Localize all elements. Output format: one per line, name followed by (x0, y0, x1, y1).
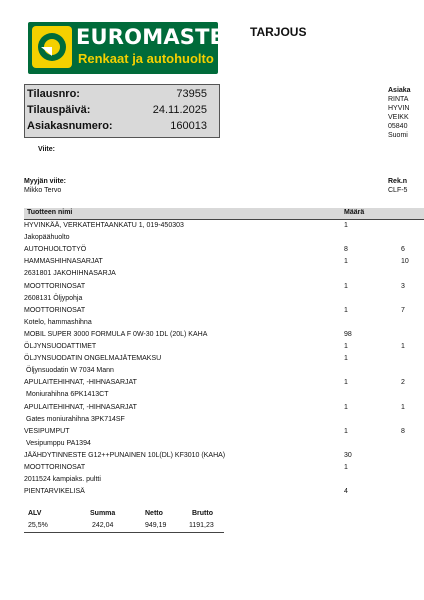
customer-line: 05840 (388, 123, 408, 130)
product-quantity: 1 (344, 282, 348, 290)
table-row (24, 258, 424, 269)
table-row (24, 222, 424, 233)
product-name: APULAITEHIHNAT, -HIHNASARJAT (24, 379, 137, 387)
product-price-partial: 7 (401, 306, 405, 314)
product-quantity: 1 (344, 379, 348, 387)
table-row (24, 476, 424, 487)
alv-value: 25,5% (28, 522, 48, 529)
order-date-label: Tilauspäivä: (27, 104, 91, 116)
table-header (24, 208, 424, 220)
table-row (24, 307, 424, 318)
product-name: HAMMASHIHNASARJAT (24, 258, 103, 266)
product-price-partial: 8 (401, 427, 405, 435)
product-name: PIENTARVIKELISÄ (24, 488, 85, 496)
product-quantity: 1 (344, 222, 348, 229)
product-name: JÄÄHDYTINNESTE G12++PUNAINEN 10L(DL) KF3010 (KAHA) (24, 451, 226, 459)
customer-heading: Asiaka (388, 87, 411, 94)
gross-label: Brutto (192, 510, 213, 517)
product-quantity: 1 (344, 464, 348, 471)
product-price-partial: 6 (401, 246, 405, 254)
table-row (24, 270, 424, 281)
order-number-row (27, 88, 217, 102)
customer-line: RINTA (388, 96, 409, 103)
product-quantity: 4 (344, 488, 348, 496)
registration-value: CLF-5 (388, 187, 408, 194)
product-name: APULAITEHIHNAT, -HIHNASARJAT (24, 403, 137, 411)
customer-number-value: 160013 (170, 120, 207, 132)
order-number-value: 73955 (176, 88, 207, 100)
table-row (24, 379, 424, 390)
table-row (24, 488, 424, 499)
net-label: Netto (145, 510, 163, 517)
quantity-column-header: Määrä (344, 209, 365, 216)
product-name: 2631801 JAKOHIHNASARJA (24, 270, 116, 278)
order-number-label: Tilausnro: (27, 88, 80, 100)
euromaster-badge-icon (32, 26, 72, 68)
customer-line: Suomi (388, 132, 408, 139)
product-name: MOBIL SUPER 3000 FORMULA F 0W-30 1DL (20L) KAHA (24, 330, 208, 338)
table-row (24, 234, 424, 245)
seller-name: Mikko Tervo (24, 187, 62, 194)
table-row (24, 343, 424, 354)
product-quantity: 1 (344, 355, 348, 363)
product-name: Vesipumppu PA1394 (26, 439, 91, 447)
product-name: Moniurahihna 6PK1413CT (26, 391, 109, 399)
product-price-partial: 10 (401, 258, 409, 266)
product-name: Jakopäähuolto (24, 234, 70, 242)
customer-line: HYVIN (388, 105, 410, 112)
euromaster-logo (28, 22, 241, 74)
customer-number-label: Asiakasnumero: (27, 120, 113, 132)
product-price-partial: 1 (401, 343, 405, 350)
table-row (24, 404, 424, 415)
order-date-row (27, 104, 217, 118)
product-price-partial: 2 (401, 379, 405, 387)
product-name: MOOTTORINOSAT (24, 306, 86, 314)
product-column-header: Tuotteen nimi (27, 209, 73, 216)
product-quantity: 1 (344, 306, 348, 314)
totals-rule (24, 532, 224, 533)
product-quantity: 1 (344, 403, 348, 411)
net-value: 949,19 (145, 522, 167, 529)
product-name: HYVINKÄÄ, VERKATEHTAANKATU 1, 019-450303 (24, 222, 184, 229)
table-row (24, 283, 424, 294)
reference-label: Viite: (38, 146, 55, 153)
registration-label: Rek.n (388, 178, 408, 185)
product-name: Kotelo, hammashihna (24, 318, 92, 326)
table-row (24, 367, 424, 378)
product-name: Gates moniurahihna 3PK714SF (26, 415, 125, 423)
product-name: MOOTTORINOSAT (24, 282, 86, 290)
product-name: 2608131 Öljypohja (24, 294, 83, 302)
product-name: ÖLJYNSUODATIN ONGELMAJÄTEMAKSU (24, 355, 162, 363)
product-price-partial: 1 (401, 403, 405, 411)
product-name: 2011524 kampiaks. pultti (24, 476, 101, 484)
table-row (24, 295, 424, 306)
table-row (24, 452, 424, 463)
logo-brand-text: EUROMASTER (76, 25, 241, 49)
product-quantity: 1 (344, 427, 348, 435)
customer-number-row (27, 120, 217, 134)
product-name: AUTOHUOLTOTYÖ (24, 246, 87, 254)
sum-value: 242,04 (92, 522, 114, 529)
product-quantity: 8 (344, 246, 348, 254)
alv-label: ALV (28, 510, 42, 517)
table-row (24, 416, 424, 427)
table-row (24, 440, 424, 451)
logo-tagline: Renkaat ja autohuolto (78, 51, 214, 66)
table-row (24, 355, 424, 366)
gross-value: 1191,23 (189, 522, 214, 529)
table-row (24, 428, 424, 439)
document-title: TARJOUS (250, 25, 307, 39)
product-quantity: 1 (344, 343, 348, 350)
table-row (24, 464, 424, 475)
product-name: ÖLJYNSUODATTIMET (24, 343, 97, 350)
product-name: Öljynsuodatin W 7034 Mann (26, 367, 114, 375)
customer-line: VEIKK (388, 114, 409, 121)
table-row (24, 319, 424, 330)
product-quantity: 1 (344, 258, 348, 266)
table-row (24, 331, 424, 342)
product-name: MOOTTORINOSAT (24, 464, 86, 471)
product-name: VESIPUMPUT (24, 427, 70, 435)
seller-reference-label: Myyjän viite: (24, 178, 67, 185)
order-info-box (24, 84, 220, 138)
sum-label: Summa (90, 510, 116, 517)
table-row (24, 391, 424, 402)
product-quantity: 30 (344, 451, 352, 459)
table-row (24, 246, 424, 257)
product-quantity: 98 (344, 330, 352, 338)
product-price-partial: 3 (401, 282, 405, 290)
order-date-value: 24.11.2025 (152, 104, 207, 116)
